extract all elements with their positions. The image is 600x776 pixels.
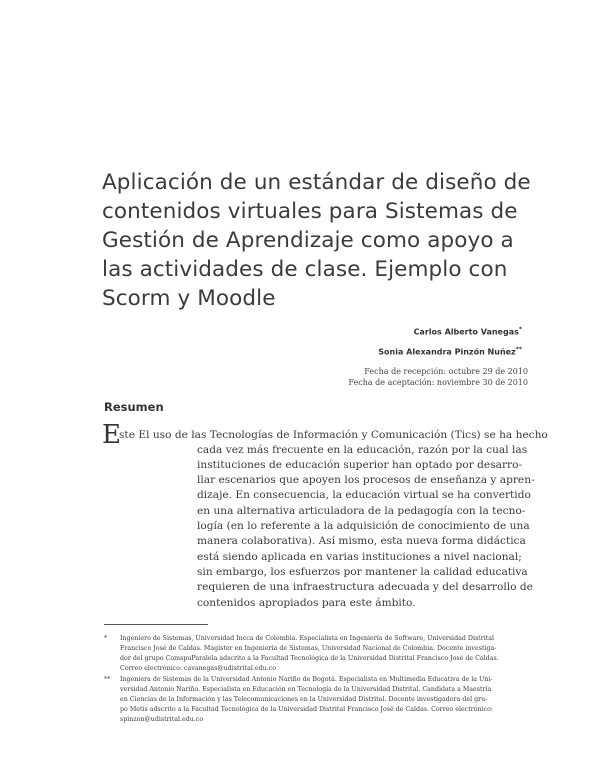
received-date: Fecha de recepción: octubre 29 de 2010 xyxy=(364,367,528,376)
footnote-mark: ** xyxy=(104,676,111,683)
title-line: contenidos virtuales para Sistemas de xyxy=(102,199,518,224)
abstract-line: sin embargo, los esfuerzos por mantener la calidad educativa xyxy=(197,566,528,578)
author-2 xyxy=(378,341,522,361)
author-list xyxy=(378,321,522,360)
abstract-line: instituciones de educación superior han optado por desarro- xyxy=(197,459,523,471)
author-name: Sonia Alexandra Pinzón Nuñez xyxy=(378,347,516,357)
abstract-line: llar escenarios que apoyen los procesos de enseñanza y apren- xyxy=(197,474,535,486)
title-line: las actividades de clase. Ejemplo con xyxy=(102,257,508,282)
author-name: Carlos Alberto Vanegas xyxy=(413,327,519,337)
abstract-line: logía (en lo referente a la adquisición de conocimiento de una xyxy=(197,520,530,532)
article-title xyxy=(102,168,532,313)
footnote-line: Ingeniera de Sistemas de la Universidad Antonio Nariño de Bogotá. Especialista en Multimedia Educativa de la Uni- xyxy=(120,676,493,683)
title-line: Aplicación de un estándar de diseño de xyxy=(102,170,531,195)
abstract-line: ste El uso de las Tecnologías de Información y Comunicación (Tics) se ha hecho xyxy=(119,429,548,441)
abstract-line: manera colaborativa). Así mismo, esta nueva forma didáctica xyxy=(197,535,526,547)
author-footnote-mark: * xyxy=(518,326,522,333)
author-1 xyxy=(378,321,522,341)
abstract-line: requieren de una infraestructura adecuada y del desarrollo de xyxy=(197,581,533,593)
abstract-heading: Resumen xyxy=(104,400,164,414)
abstract-line: contenidos apropiados para este ámbito. xyxy=(197,597,416,609)
accepted-date: Fecha de aceptación: noviembre 30 de 2010 xyxy=(348,378,528,387)
title-line: Scorm y Moodle xyxy=(102,286,276,311)
footnote-mark: * xyxy=(104,635,108,642)
publication-dates xyxy=(348,366,528,388)
footnote-line: en Ciencias de la Información y las Telecomunicaciones en la Universidad Distrital. Docente investigadora del gru- xyxy=(120,696,488,703)
abstract-line: está siendo aplicada en varias instituciones a nivel nacional; xyxy=(197,551,522,563)
author-footnote-mark: ** xyxy=(515,345,522,353)
footnote-divider xyxy=(104,624,208,625)
abstract-line: en una alternativa articuladora de la pedagogía con la tecno- xyxy=(197,505,526,517)
drop-cap: E xyxy=(102,420,121,450)
footnote-line: Correo electrónico: cavanegas@udistrital.edu.co xyxy=(120,665,276,672)
footnote-line: versidad Antonio Nariño. Especialista en Educación en Tecnología de la Universidad Distrital. Candidata a Maestría xyxy=(120,686,492,693)
footnote-line: Francisco José de Caldas. Magíster en Ingeniería de Sistemas, Universidad Nacional de Colombia. Docente investiga- xyxy=(120,645,497,652)
abstract-line: cada vez más frecuente en la educación, razón por la cual las xyxy=(197,444,528,456)
abstract-line: dizaje. En consecuencia, la educación virtual se ha convertido xyxy=(197,489,531,501)
title-line: Gestión de Aprendizaje como apoyo a xyxy=(102,228,514,253)
footnote-line: Ingeniero de Sistemas, Universidad Incca de Colombia. Especialista en Ingeniería de Software, Universidad Distrital xyxy=(120,635,495,642)
footnote-line: spinzon@udistrital.edu.co xyxy=(120,716,204,723)
footnote-line: po Metis adscrito a la Facultad Tecnológica de la Universidad Distrital Francisco José de Caldas. Correo electrónico: xyxy=(120,706,494,713)
footnote-line: dor del grupo ComspuParalela adscrito a la Facultad Tecnológica de la Universidad Distrital Francisco José de Caldas. xyxy=(120,655,499,662)
